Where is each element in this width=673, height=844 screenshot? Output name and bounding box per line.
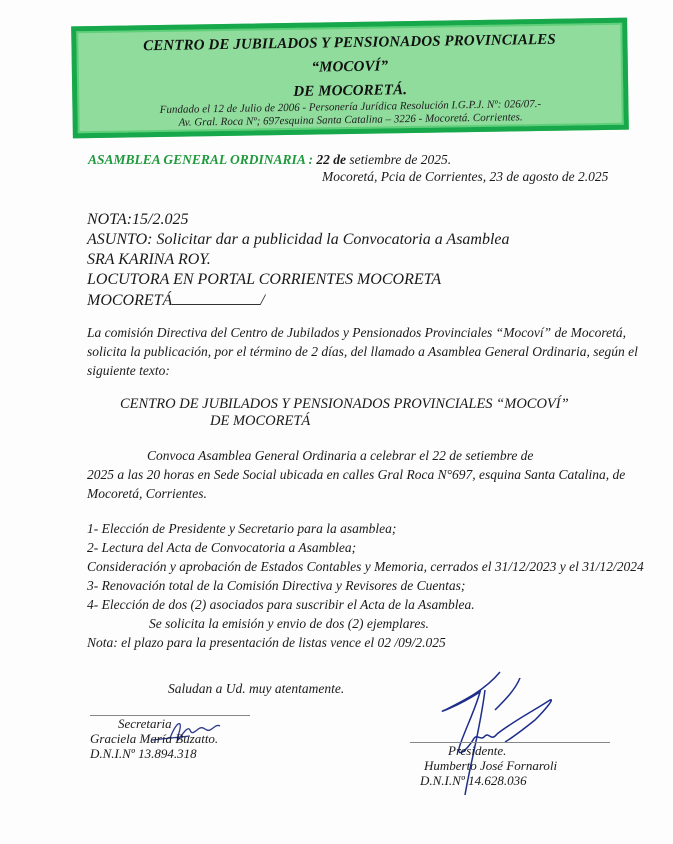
recipient-city: MOCORETÁ — [87, 292, 173, 309]
letterhead-box — [71, 18, 629, 139]
org-name-line3: DE MOCORETÁ. — [293, 82, 408, 100]
president-name: Humberto José Fornaroli — [424, 758, 558, 773]
blank-line — [172, 290, 260, 305]
convocation-rest: 2025 a las 20 horas en Sede Social ubicada en calles Gral Roca N°697, esquina Santa Catalina, de Mocoretá, Corrientes. — [87, 467, 626, 501]
address-line: Av. Gral. Roca Nº; 697esquina Santa Catalina – 3226 - Mocoretá. Corrientes. — [178, 111, 523, 129]
secretary-signature-block — [90, 715, 250, 761]
assembly-label: ASAMBLEA GENERAL ORDINARIA : — [88, 152, 313, 167]
assembly-day: 22 de — [316, 152, 346, 167]
convocation-line1: Convoca Asamblea General Ordinaria a celebrar el 22 de setiembre de — [147, 448, 534, 463]
announcement-heading — [120, 396, 569, 430]
convocation-paragraph — [87, 446, 647, 503]
request-note: Se solicita la emisión y envio de dos (2) ejemplares. — [149, 616, 429, 631]
president-role: Presidente. — [448, 743, 507, 758]
org-name-line2: “MOCOVÍ” — [311, 58, 389, 76]
founded-line: Fundado el 12 de Julio de 2006 - Personería Jurídica Resolución I.G.P.J. Nº: 026/07.- — [159, 98, 542, 116]
agenda-item: 1- Elección de Presidente y Secretario para la asamblea; — [87, 521, 397, 536]
agenda-item: 3- Renovación total de la Comisión Directiva y Revisores de Cuentas; — [87, 578, 466, 593]
city-suffix: / — [260, 292, 265, 309]
secretary-role: Secretaria — [118, 716, 172, 731]
assembly-date: setiembre de 2025. — [345, 152, 452, 167]
assembly-heading — [88, 152, 648, 168]
secretary-name: Graciela María Buzatto. — [90, 731, 219, 746]
closing-greeting: Saludan a Ud. muy atentamente. — [168, 681, 345, 696]
announcement-heading-line1: CENTRO DE JUBILADOS Y PENSIONADOS PROVINCIALES “MOCOVÍ” — [120, 396, 569, 412]
secretary-dni: D.N.I.Nº 13.894.318 — [90, 746, 197, 761]
president-dni: D.N.I.Nº 14.628.036 — [420, 773, 527, 788]
note-header — [87, 210, 510, 311]
org-name-line1: CENTRO DE JUBILADOS Y PENSIONADOS PROVINCIALES — [143, 31, 556, 55]
deadline-note: Nota: el plazo para la presentación de listas vence el 02 /09/2.025 — [87, 635, 446, 650]
agenda-item: 2- Lectura del Acta de Convocatoria a Asamblea; — [87, 540, 357, 555]
recipient-name: SRA KARINA ROY. — [87, 251, 211, 268]
place-date: Mocoretá, Pcia de Corrientes, 23 de agosto de 2.025 — [322, 169, 609, 184]
agenda-item: 4- Elección de dos (2) asociados para suscribir el Acta de la Asamblea. — [87, 597, 475, 612]
recipient-city-line — [87, 290, 510, 311]
president-signature-block — [410, 742, 610, 788]
announcement-heading-line2: DE MOCORETÁ — [210, 413, 311, 429]
agenda-list — [87, 519, 647, 652]
intro-paragraph: La comisión Directiva del Centro de Jubilados y Pensionados Provinciales “Mocoví” de Mocoretá, solicita la publicación, por el término de 2 días, del llamado a Asamblea General Ordinaria, según el siguiente texto: — [87, 325, 638, 378]
note-number: NOTA:15/2.025 — [87, 211, 189, 228]
agenda-item: Consideración y aprobación de Estados Contables y Memoria, cerrados el 31/12/2023 y el 31/12/2024 — [87, 559, 644, 574]
note-subject: ASUNTO: Solicitar dar a publicidad la Convocatoria a Asamblea — [87, 231, 510, 248]
recipient-role: LOCUTORA EN PORTAL CORRIENTES MOCORETA — [87, 271, 442, 288]
